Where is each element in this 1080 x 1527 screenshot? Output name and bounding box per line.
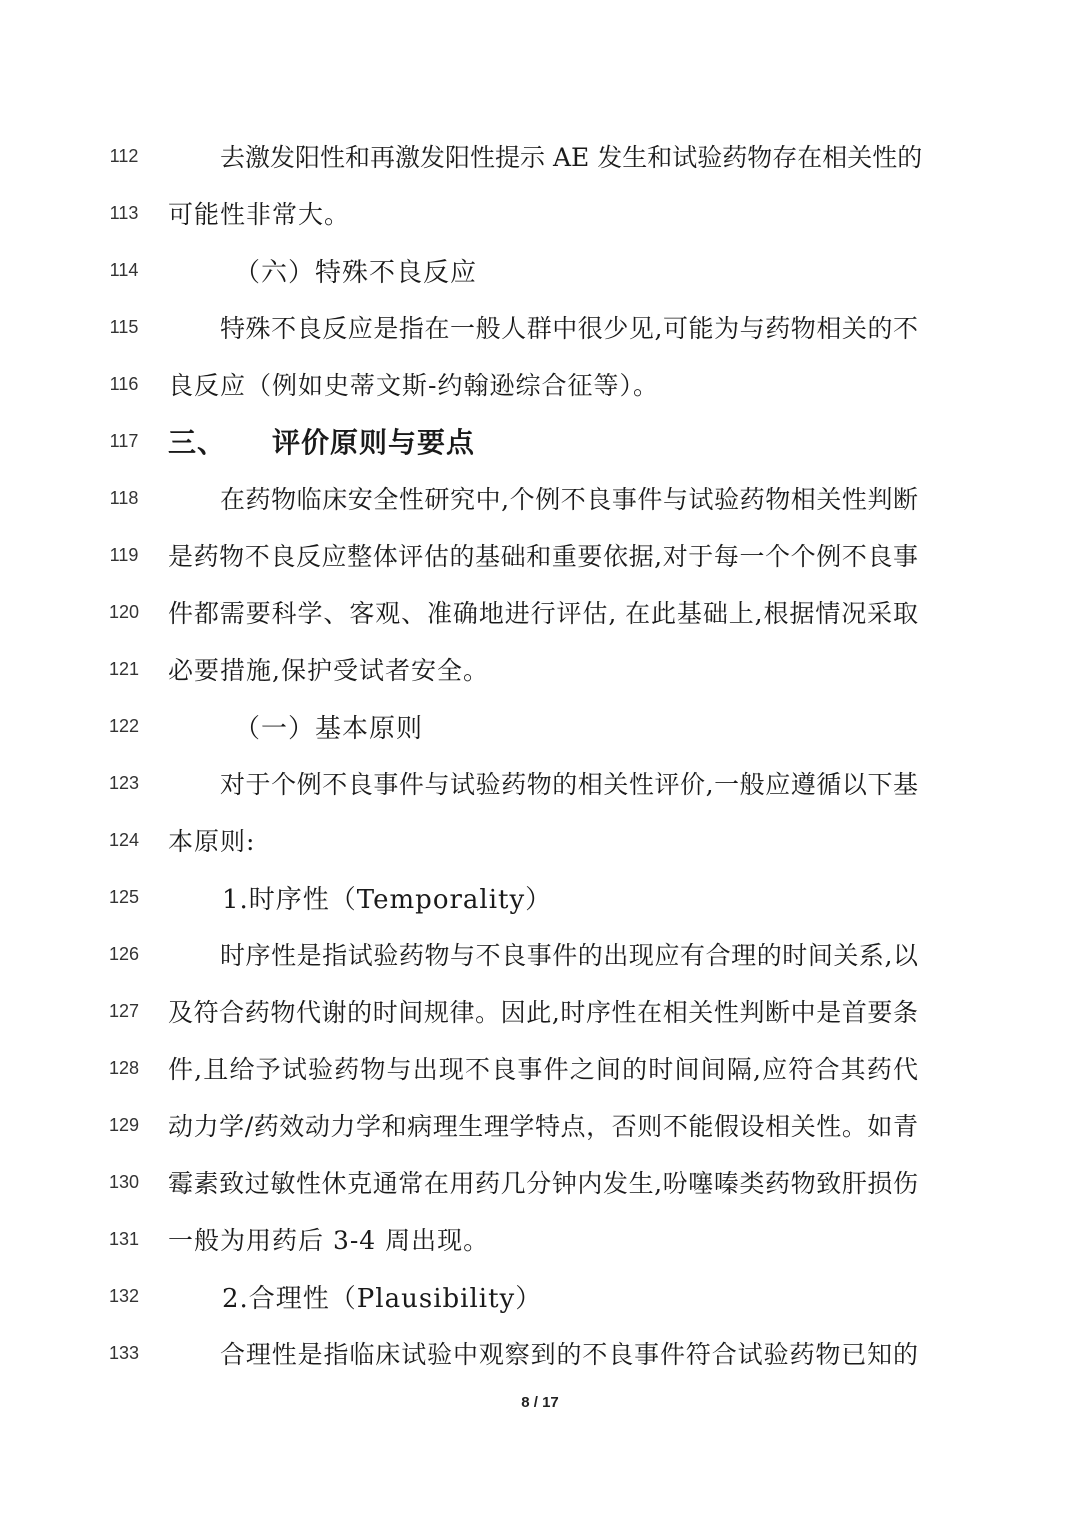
paragraph-text: 合理性是指临床试验中观察到的不良事件符合试验药物已知的 (220, 1340, 918, 1369)
line-133 (0, 1327, 1080, 1377)
subheading-plausibility: 2.合理性（Plausibility） (222, 1284, 543, 1314)
line-129 (0, 1099, 1080, 1149)
paragraph-text: 去激发阳性和再激发阳性提示 AE 发生和试验药物存在相关性的 (220, 143, 923, 172)
line-number: 113 (109, 203, 139, 223)
line-127 (0, 985, 1080, 1035)
line-number: 120 (108, 602, 140, 622)
line-126 (0, 928, 1080, 978)
section-number: 三、 (168, 426, 227, 459)
line-number: 117 (109, 431, 139, 451)
line-122 (0, 700, 1080, 750)
paragraph-text: 必要措施,保护受试者安全。 (168, 656, 489, 685)
paragraph-text: 本原则: (168, 827, 256, 856)
subheading-special-adverse-reactions: （六）特殊不良反应 (234, 258, 478, 288)
paragraph-text: 可能性非常大。 (168, 200, 351, 229)
line-number: 125 (108, 887, 140, 907)
line-123 (0, 757, 1080, 807)
line-number: 123 (108, 773, 140, 793)
line-number: 122 (108, 716, 140, 736)
line-117 (0, 415, 1080, 465)
line-114 (0, 244, 1080, 294)
paragraph-text: 动力学/药效动力学和病理生理学特点，否则不能假设相关性。如青 (168, 1112, 918, 1141)
section-title: 评价原则与要点 (272, 426, 476, 459)
line-118 (0, 472, 1080, 522)
line-119 (0, 529, 1080, 579)
line-132 (0, 1270, 1080, 1320)
paragraph-text: 是药物不良反应整体评估的基础和重要依据,对于每一个个例不良事 (168, 542, 918, 571)
subheading-basic-principles: （一）基本原则 (234, 714, 424, 744)
line-number: 130 (108, 1172, 140, 1192)
line-112 (0, 130, 1080, 180)
line-number: 112 (109, 146, 139, 166)
paragraph-text: 良反应（例如史蒂文斯-约翰逊综合征等）。 (168, 371, 659, 400)
paragraph-text: 对于个例不良事件与试验药物的相关性评价,一般应遵循以下基 (220, 770, 918, 799)
line-115 (0, 301, 1080, 351)
line-number: 133 (108, 1343, 140, 1363)
line-128 (0, 1042, 1080, 1092)
line-113 (0, 187, 1080, 237)
line-124 (0, 814, 1080, 864)
line-number: 114 (109, 260, 139, 280)
line-number: 126 (108, 944, 140, 964)
section-heading (168, 421, 475, 461)
line-number: 124 (108, 830, 140, 850)
line-131 (0, 1213, 1080, 1263)
paragraph-text: 件都需要科学、客观、准确地进行评估, 在此基础上,根据情况采取 (168, 599, 918, 628)
line-number: 129 (108, 1115, 140, 1135)
line-121 (0, 643, 1080, 693)
paragraph-text: 时序性是指试验药物与不良事件的出现应有合理的时间关系,以 (220, 941, 918, 970)
line-number: 127 (108, 1001, 140, 1021)
line-130 (0, 1156, 1080, 1206)
paragraph-text: 及符合药物代谢的时间规律。因此,时序性在相关性判断中是首要条 (168, 998, 918, 1027)
line-number: 121 (108, 659, 140, 679)
line-number: 119 (109, 545, 139, 565)
paragraph-text: 霉素致过敏性休克通常在用药几分钟内发生,吩噻嗪类药物致肝损伤 (168, 1169, 918, 1198)
subheading-temporality: 1.时序性（Temporality） (222, 885, 553, 915)
line-number: 128 (108, 1058, 140, 1078)
paragraph-text: 件,且给予试验药物与出现不良事件之间的时间间隔,应符合其药代 (168, 1055, 918, 1084)
page-number: 8 / 17 (521, 1394, 559, 1411)
paragraph-text: 一般为用药后 3-4 周出现。 (168, 1226, 490, 1255)
line-number: 132 (108, 1286, 140, 1306)
line-116 (0, 358, 1080, 408)
line-number: 115 (109, 317, 139, 337)
line-125 (0, 871, 1080, 921)
line-number: 131 (108, 1229, 140, 1249)
line-120 (0, 586, 1080, 636)
line-number: 116 (109, 374, 139, 394)
paragraph-text: 特殊不良反应是指在一般人群中很少见,可能为与药物相关的不 (220, 314, 918, 343)
line-number: 118 (109, 488, 139, 508)
paragraph-text: 在药物临床安全性研究中,个例不良事件与试验药物相关性判断 (220, 485, 918, 514)
